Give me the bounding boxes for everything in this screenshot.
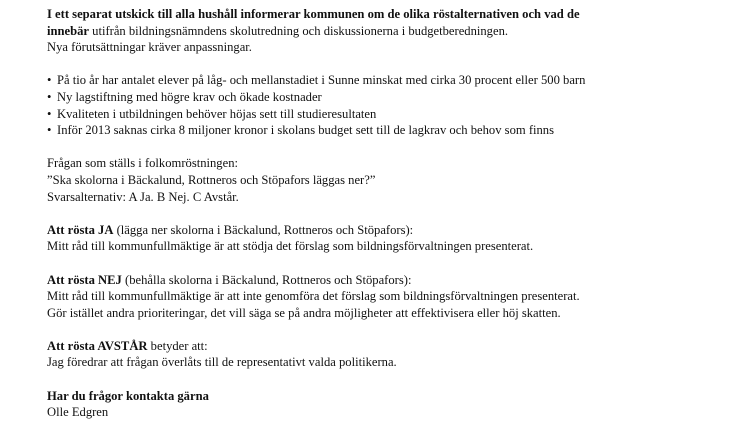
bullet-marker: • [47,73,52,88]
vote-no-heading-bold: Att rösta NEJ [47,272,122,287]
list-item-text: På tio år har antalet elever på låg- och mellanstadiet i Sunne minskat med cirka 30 procent eller 500 barn [57,73,586,88]
bullet-marker: • [47,123,52,138]
list-item [47,122,737,139]
vote-no-heading-rest: (behålla skolorna i Bäckalund, Rottneros och Stöpafors): [121,272,412,287]
vote-no-advice-2: Gör istället andra prioriteringar, det vill säga se på andra möjligheter att effektivisera eller höj skatten. [47,305,561,320]
vote-yes-heading-rest: (lägga ner skolorna i Bäckalund, Rottneros och Stöpafors): [113,222,414,237]
contact-heading: Har du frågor kontakta gärna [47,388,209,403]
paragraph-spacer [47,371,737,388]
list-item [47,106,737,123]
vote-abstain-heading-bold: Att rösta AVSTÅR [47,338,148,353]
bullet-marker: • [47,89,52,104]
intro-line-3: Nya förutsättningar kräver anpassningar. [47,40,252,55]
paragraph-spacer [47,255,737,272]
contact-name: Olle Edgren [47,405,109,420]
bullet-marker: • [47,106,52,121]
vote-yes-advice: Mitt råd till kommunfullmäktige är att stödja det förslag som bildningsförvaltningen presenterat. [47,239,534,254]
vote-no-advice-1: Mitt råd till kommunfullmäktige är att inte genomföra det förslag som bildningsförvaltningen presenterat. [47,289,580,304]
intro-bold-text-1: I ett separat utskick till alla hushåll informerar kommunen om de olika röstalternativen och vad de [47,7,580,21]
paragraph-spacer [47,321,737,338]
list-item [47,72,737,89]
list-item [47,89,737,106]
bullet-list [47,72,737,138]
list-item-text: Kvaliteten i utbildningen behöver höjas sett till studieresultaten [57,106,377,121]
intro-bold-text-2: innebär [47,23,89,38]
question-alternatives: Svarsalternativ: A Ja. B Nej. C Avstår. [47,189,239,204]
question-text: ”Ska skolorna i Bäckalund, Rottneros och Stöpafors läggas ner?” [47,172,376,187]
list-item-text: Inför 2013 saknas cirka 8 miljoner kronor i skolans budget sett till de lagkrav och behov som finns [57,123,555,138]
paragraph-spacer [47,56,737,73]
vote-abstain-advice: Jag föredrar att frågan överlåts till de representativt valda politikerna. [47,355,397,370]
vote-abstain-heading [47,338,737,355]
intro-line-1 [47,6,737,23]
vote-yes-heading [47,222,737,239]
list-item-text: Ny lagstiftning med högre krav och ökade kostnader [57,89,322,104]
intro-text-2: utifrån bildningsnämndens skolutredning och diskussionerna i budgetberedningen. [89,23,509,38]
document-body [47,6,737,421]
paragraph-spacer [47,139,737,156]
intro-line-2 [47,23,737,40]
paragraph-spacer [47,205,737,222]
vote-yes-heading-bold: Att rösta JA [47,222,114,237]
vote-no-heading [47,272,737,289]
vote-abstain-heading-rest: betyder att: [147,338,208,353]
question-intro: Frågan som ställs i folkomröstningen: [47,156,238,171]
